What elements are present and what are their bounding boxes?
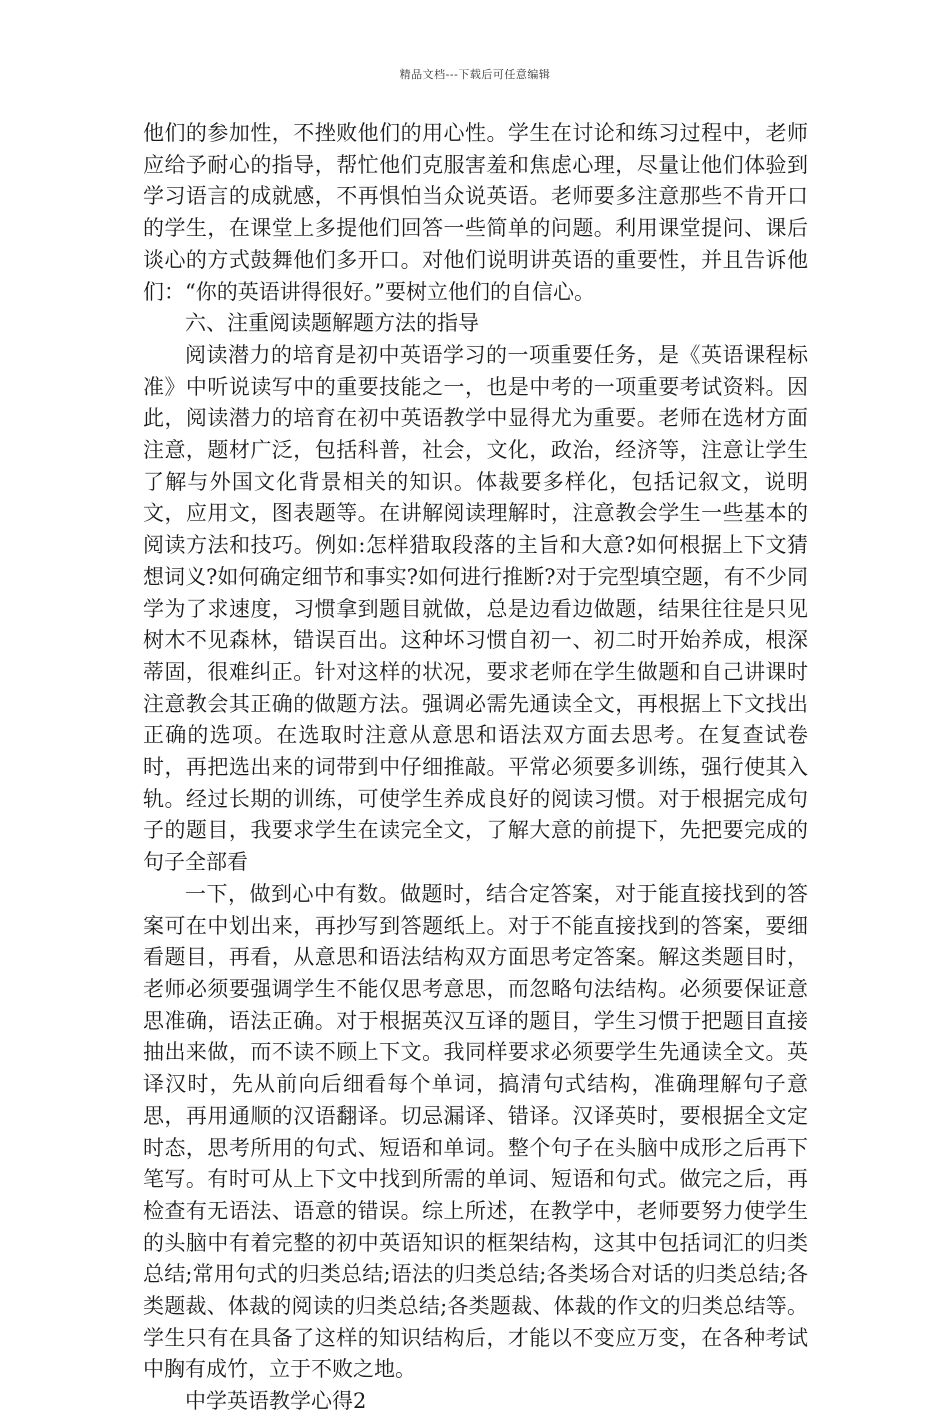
section-heading-reading-guidance: 六、注重阅读题解题方法的指导: [185, 311, 479, 336]
next-article-title: 中学英语教学心得2: [185, 1389, 367, 1414]
paragraph-reading-ability: 阅读潜力的培育是初中英语学习的一项重要任务，是《英语课程标准》中听说读写中的重要技能之一，也是中考的一项重要考试资料。因此，阅读潜力的培育在初中英语教学中显得尤为重要。老师在选材方面注意，题材广泛，包括科普，社会，文化，政治，经济等，注意让学生了解与外国文化背景相关的知识。体裁要多样化，包括记叙文，说明文，应用文，图表题等。在讲解阅读理解时，注意教会学生一些基本的阅读方法和技巧。例如:怎样猎取段落的主旨和大意?如何根据上下文猜想词义?如何确定细节和事实?如何进行推断?对于完型填空题，有不少同学为了求速度，习惯拿到题目就做，总是边看边做题，结果往往是只见树木不见森林，错误百出。这种坏习惯自初一、初二时开始养成，根深蒂固，很难纠正。针对这样的状况，要求老师在学生做题和自己讲课时注意教会其正确的做题方法。强调必需先通读全文，再根据上下文找出正确的选项。在选取时注意从意思和语法双方面去思考。在复查试卷时，再把选出来的词带到中仔细推敲。平常必须要多训练，强行使其入轨。经过长期的训练，可使学生养成良好的阅读习惯。对于根据完成句子的题目，我要求学生在读完全文，了解大意的前提下，先把要完成的句子全部看: [143, 342, 808, 875]
page-header: 精品文档---下载后可任意编辑: [399, 68, 551, 81]
paragraph-answering-methods: 一下，做到心中有数。做题时，结合定答案，对于能直接找到的答案可在中划出来，再抄写到答题纸上。对于不能直接找到的答案，要细看题目，再看，从意思和语法结构双方面思考定答案。解这类题目时，老师必须要强调学生不能仅思考意思，而忽略句法结构。必须要保证意思准确，语法正确。对于根据英汉互译的题目，学生习惯于把题目直接抽出来做，而不读不顾上下文。我同样要求必须要学生先通读全文。英译汉时，先从前向后细看每个单词，搞清句式结构，准确理解句子意思，再用通顺的汉语翻译。切忌漏译、错译。汉译英时，要根据全文定时态，思考所用的句式、短语和单词。整个句子在头脑中成形之后再下笔写。有时可从上下文中找到所需的单词、短语和句式。做完之后，再检查有无语法、语意的错误。综上所述，在教学中，老师要努力使学生的头脑中有着完整的初中英语知识的框架结构，这其中包括词汇的归类总结;常用句式的归类总结;语法的归类总结;各类场合对话的归类总结;各类题裁、体裁的阅读的归类总结;各类题裁、体裁的作文的归类总结等。学生只有在具备了这样的知识结构后，才能以不变应万变，在各种考试中胸有成竹，立于不败之地。: [143, 881, 808, 1382]
paragraph-encouragement-end: 他们的参加性，不挫败他们的用心性。学生在讨论和练习过程中，老师应给予耐心的指导，帮忙他们克服害羞和焦虑心理，尽量让他们体验到学习语言的成就感，不再惧怕当众说英语。老师要多注意那些不肯开口的学生，在课堂上多提他们回答一些简单的问题。利用课堂提问、课后谈心的方式鼓舞他们多开口。对他们说明讲英语的重要性，并且告诉他们：“你的英语讲得很好。”要树立他们的自信心。: [143, 121, 808, 304]
document-body: [143, 118, 808, 1418]
